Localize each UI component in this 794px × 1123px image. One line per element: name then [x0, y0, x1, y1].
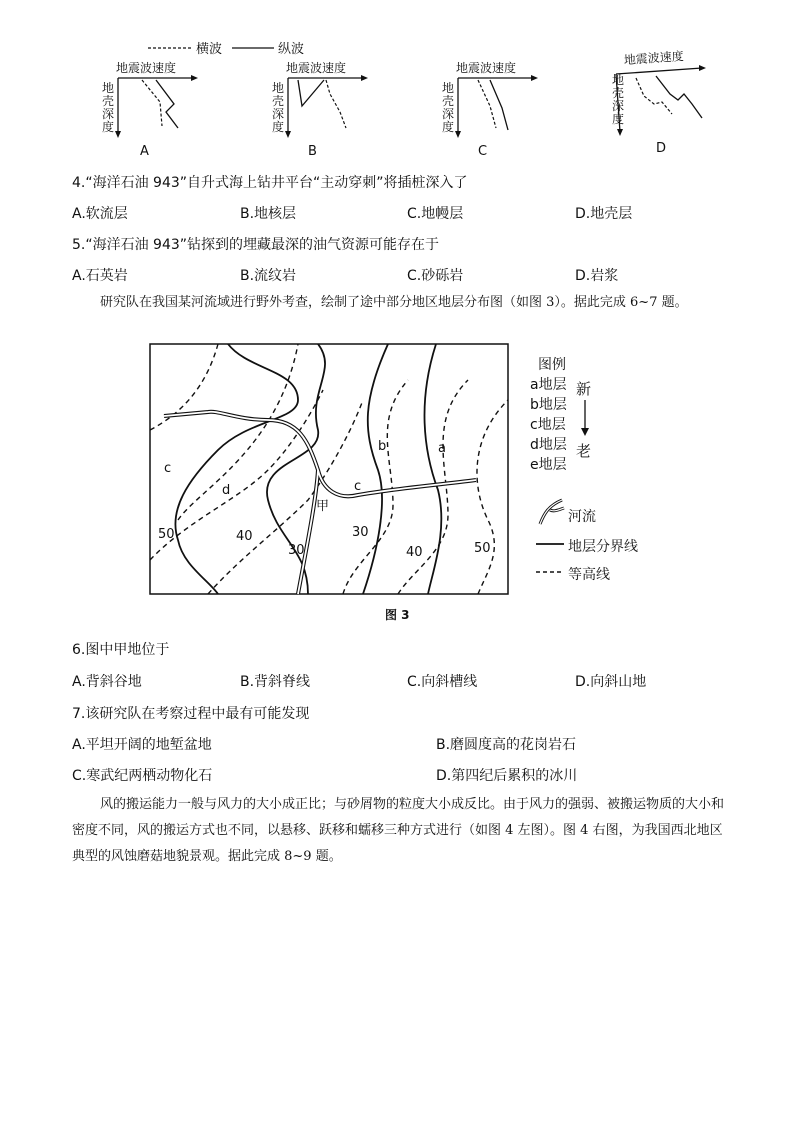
question-6-option-c[interactable]: C.向斜槽线 — [407, 674, 478, 690]
stratum-label-a: a — [438, 441, 446, 456]
depth-axis-label: 地壳深度 — [102, 81, 115, 134]
legend-title: 图例 — [538, 357, 566, 373]
transverse-wave-curve — [326, 80, 346, 128]
longitudinal-wave-curve — [156, 80, 178, 128]
depth-axis-label: 地壳深度 — [272, 81, 285, 134]
location-jia-label: 甲 — [316, 499, 330, 514]
stratum-boundary-line — [363, 344, 388, 594]
contour-value-label: 40 — [236, 529, 253, 544]
velocity-axis-label: 地震波速度 — [286, 61, 347, 75]
transverse-wave-curve — [142, 80, 162, 126]
map-legend — [530, 350, 650, 600]
velocity-axis-label: 地震波速度 — [456, 61, 517, 75]
legend-layer-a: a地层 — [530, 377, 567, 393]
depth-axis-label: 地壳深度 — [442, 81, 455, 134]
question-4-option-c[interactable]: C.地幔层 — [407, 206, 464, 222]
question-7-option-a[interactable]: A.平坦开阔的地堑盆地 — [72, 737, 212, 753]
question-7-stem: 7.该研究队在考察过程中最有可能发现 — [72, 706, 310, 722]
legend-layer-c: c地层 — [530, 417, 566, 433]
wave-diagram-d — [606, 48, 726, 158]
transverse-legend-label: 横波 — [196, 42, 223, 57]
intro-questions-8-9: 风的搬运能力一般与风力的大小成正比；与砂屑物的粒度大小成反比。由于风力的强弱、被搬运物质的大小和密度不同，风的搬运方式也不同，以悬移、跃移和蠕移三种方式进行（如图 4 左图）。图 4 右图，为我国西北地区典型的风蚀磨菇地貌景观。据此完成 8~9 题。 — [72, 797, 725, 864]
legend-boundary-label: 地层分界线 — [568, 539, 638, 555]
contour-value-label: 50 — [474, 541, 491, 556]
question-6-stem: 6.图中甲地位于 — [72, 642, 170, 658]
velocity-axis-label: 地震波速度 — [623, 49, 685, 68]
question-5-stem: 5.“海洋石油 943”钻探到的埋藏最深的油气资源可能存在于 — [72, 237, 440, 253]
question-4-option-b[interactable]: B.地核层 — [240, 206, 297, 222]
river-legend-icon — [536, 496, 568, 526]
question-7-option-b[interactable]: B.磨圆度高的花岗岩石 — [436, 737, 577, 753]
stratum-boundary-line — [424, 344, 441, 594]
question-5-option-a[interactable]: A.石英岩 — [72, 268, 128, 284]
question-7-option-c[interactable]: C.寒武纪两栖动物化石 — [72, 768, 213, 784]
question-4-option-d[interactable]: D.地壳层 — [575, 206, 633, 222]
intro-questions-6-7: 研究队在我国某河流域进行野外考查，绘制了途中部分地区地层分布图（如图 3）。据此完成 6~7 题。 — [100, 295, 688, 310]
question-4-stem: 4.“海洋石油 943”自升式海上钻井平台“主动穿刺”将插桩深入了 — [72, 175, 468, 191]
stratum-label-d: d — [222, 483, 231, 498]
longitudinal-wave-curve — [490, 80, 508, 130]
wave-diagram-b — [268, 58, 378, 158]
legend-new-label: 新 — [576, 380, 592, 398]
legend-layer-d: d地层 — [530, 437, 567, 453]
longitudinal-wave-curve — [656, 76, 702, 118]
contour-line — [343, 380, 408, 594]
contour-legend-icon — [534, 566, 566, 578]
legend-old-label: 老 — [576, 442, 592, 460]
wave-legend — [140, 36, 330, 60]
question-6-option-a[interactable]: A.背斜谷地 — [72, 674, 142, 690]
legend-contour-label: 等高线 — [568, 567, 610, 583]
diagram-letter: B — [308, 144, 317, 158]
legend-layer-e: e地层 — [530, 457, 567, 473]
figure-3-caption: 图 3 — [385, 608, 410, 622]
diagram-letter: C — [478, 144, 488, 158]
legend-river-label: 河流 — [568, 509, 596, 525]
stratum-map — [148, 340, 512, 598]
boundary-legend-icon — [534, 538, 566, 550]
wave-diagram-a — [98, 58, 208, 158]
longitudinal-legend-label: 纵波 — [278, 42, 305, 57]
contour-value-label: 40 — [406, 545, 423, 560]
question-6-option-d[interactable]: D.向斜山地 — [575, 674, 647, 690]
contour-value-label: 30 — [288, 543, 305, 558]
wave-diagram-c — [438, 58, 548, 158]
question-5-option-b[interactable]: B.流纹岩 — [240, 268, 297, 284]
question-4-option-a[interactable]: A.软流层 — [72, 206, 128, 222]
velocity-axis-label: 地震波速度 — [116, 61, 177, 75]
depth-axis-label: 地壳深度 — [612, 73, 625, 126]
question-5-option-c[interactable]: C.砂砾岩 — [407, 268, 464, 284]
stratum-label-c: c — [354, 479, 362, 494]
diagram-letter: D — [656, 141, 667, 156]
age-arrow-icon — [578, 398, 592, 438]
contour-line — [150, 344, 218, 430]
question-6-option-b[interactable]: B.背斜脊线 — [240, 674, 311, 690]
contour-line — [477, 400, 508, 594]
question-7-option-d[interactable]: D.第四纪后累积的冰川 — [436, 768, 578, 784]
question-5-option-d[interactable]: D.岩浆 — [575, 268, 619, 284]
contour-value-label: 30 — [352, 525, 369, 540]
stratum-label-b: b — [378, 439, 387, 454]
transverse-wave-curve — [636, 78, 672, 114]
stratum-label-c-left: c — [164, 461, 172, 476]
diagram-letter: A — [140, 144, 149, 158]
contour-value-label: 50 — [158, 527, 175, 542]
legend-layer-b: b地层 — [530, 397, 567, 413]
longitudinal-wave-curve — [298, 80, 324, 106]
